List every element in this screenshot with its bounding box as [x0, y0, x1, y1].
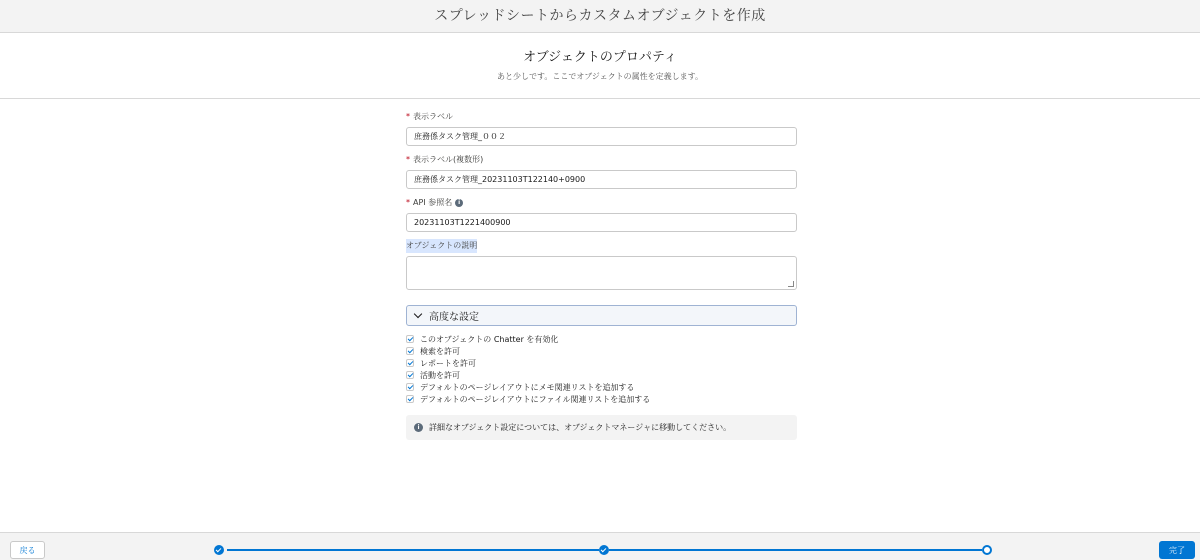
- progress-line-2: [609, 549, 982, 551]
- chevron-down-icon: [414, 310, 422, 318]
- option-allow-search[interactable]: 検索を許可: [406, 345, 797, 357]
- window-title: スプレッドシートからカスタムオブジェクトを作成: [434, 8, 766, 24]
- progress-step-1-complete[interactable]: [214, 545, 224, 555]
- option-add-notes-list[interactable]: デフォルトのページレイアウトにメモ関連リストを追加する: [406, 381, 797, 393]
- api-name-input[interactable]: 20231103T1221400900: [406, 213, 797, 232]
- plural-label-field-label: * 表示ラベル(複数形): [406, 153, 797, 167]
- label-field-label: * 表示ラベル: [406, 110, 797, 124]
- progress-line-1: [227, 549, 599, 551]
- description-textarea[interactable]: [406, 256, 797, 290]
- api-name-field-label: * API 参照名 i: [406, 196, 797, 210]
- progress-step-3-current[interactable]: [982, 545, 992, 555]
- option-add-files-list[interactable]: デフォルトのページレイアウトにファイル関連リストを追加する: [406, 393, 797, 405]
- required-mark: *: [406, 155, 410, 164]
- info-icon[interactable]: i: [455, 199, 463, 207]
- advanced-settings-toggle[interactable]: [406, 305, 797, 326]
- plural-label-input[interactable]: 庶務係タスク管理_20231103T122140+0900: [406, 170, 797, 189]
- checkbox-checked[interactable]: [406, 383, 414, 391]
- option-allow-activities[interactable]: 活動を許可: [406, 369, 797, 381]
- checkbox-checked[interactable]: [406, 371, 414, 379]
- checkbox-checked[interactable]: [406, 359, 414, 367]
- finish-button[interactable]: 完了: [1159, 541, 1195, 559]
- required-mark: *: [406, 112, 410, 121]
- checkbox-checked[interactable]: [406, 395, 414, 403]
- description-field-label: オブジェクトの説明: [406, 239, 797, 253]
- required-mark: *: [406, 198, 410, 207]
- footer-bar: [0, 532, 1200, 560]
- progress-step-2-complete[interactable]: [599, 545, 609, 555]
- page-header: [0, 33, 1200, 99]
- page-title: オブジェクトのプロパティ: [523, 50, 677, 65]
- option-enable-chatter[interactable]: このオブジェクトの Chatter を有効化: [406, 333, 797, 345]
- page-subtitle: あと少しです。ここでオブジェクトの属性を定義します。: [497, 72, 703, 81]
- top-bar: [0, 0, 1200, 33]
- checkbox-checked[interactable]: [406, 335, 414, 343]
- advanced-options-list: [406, 333, 797, 405]
- advanced-settings-label: 高度な設定: [429, 312, 479, 323]
- notice-text: 詳細なオブジェクト設定については、オブジェクトマネージャに移動してください。: [429, 423, 732, 432]
- back-button[interactable]: 戻る: [10, 541, 45, 559]
- label-input[interactable]: 庶務係タスク管理_００２: [406, 127, 797, 146]
- checkbox-checked[interactable]: [406, 347, 414, 355]
- object-manager-notice: [406, 415, 797, 440]
- info-icon: i: [414, 423, 423, 432]
- object-properties-form: [406, 110, 797, 440]
- resize-grip-icon[interactable]: [788, 281, 794, 287]
- option-allow-reports[interactable]: レポートを許可: [406, 357, 797, 369]
